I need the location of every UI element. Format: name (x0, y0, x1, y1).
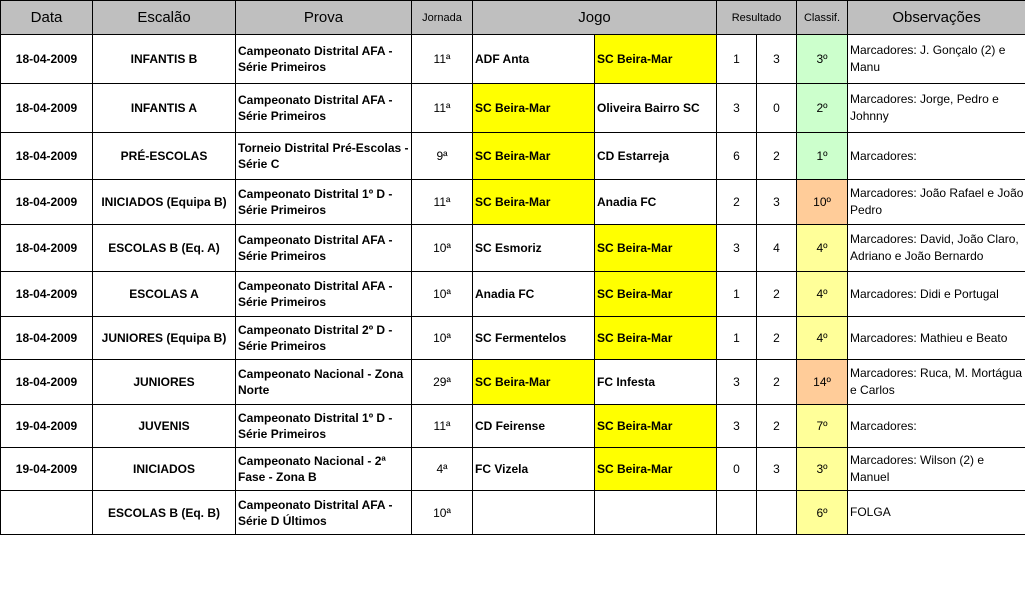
classif-cell: 4º (797, 317, 848, 360)
away-score-cell: 2 (757, 405, 797, 448)
home-score-cell: 2 (717, 180, 757, 225)
prova-cell: Campeonato Distrital AFA - Série Primeiros (236, 35, 412, 84)
observacoes-cell: Marcadores: (848, 405, 1025, 448)
classif-cell: 7º (797, 405, 848, 448)
table-row (1, 317, 1025, 360)
away-team-cell: SC Beira-Mar (595, 272, 717, 317)
observacoes-cell: FOLGA (848, 491, 1025, 535)
header-jogo: Jogo (473, 1, 717, 35)
home-team-cell: SC Esmoriz (473, 225, 595, 272)
away-score-cell: 0 (757, 84, 797, 133)
table-row (1, 84, 1025, 133)
away-score-cell: 3 (757, 35, 797, 84)
away-team-cell: SC Beira-Mar (595, 35, 717, 84)
table-row (1, 448, 1025, 491)
away-score-cell: 3 (757, 180, 797, 225)
prova-cell: Campeonato Distrital AFA - Série Primeiros (236, 272, 412, 317)
home-score-cell: 1 (717, 317, 757, 360)
classif-cell: 6º (797, 491, 848, 535)
date-cell: 18-04-2009 (1, 133, 93, 180)
escalao-cell: ESCOLAS B (Eq. B) (93, 491, 236, 535)
classif-cell: 1º (797, 133, 848, 180)
prova-cell: Campeonato Distrital AFA - Série D Últimos (236, 491, 412, 535)
date-cell (1, 491, 93, 535)
prova-cell: Campeonato Distrital AFA - Série Primeiros (236, 84, 412, 133)
observacoes-cell: Marcadores: Jorge, Pedro e Johnny (848, 84, 1025, 133)
home-team-cell: SC Beira-Mar (473, 84, 595, 133)
escalao-cell: ESCOLAS B (Eq. A) (93, 225, 236, 272)
classif-cell: 4º (797, 225, 848, 272)
home-team-cell: SC Beira-Mar (473, 360, 595, 405)
escalao-cell: JUVENIS (93, 405, 236, 448)
home-score-cell: 1 (717, 272, 757, 317)
home-team-cell: ADF Anta (473, 35, 595, 84)
jornada-cell: 10ª (412, 317, 473, 360)
table-row (1, 405, 1025, 448)
jornada-cell: 4ª (412, 448, 473, 491)
jornada-cell: 11ª (412, 180, 473, 225)
date-cell: 18-04-2009 (1, 180, 93, 225)
classif-cell: 3º (797, 35, 848, 84)
away-team-cell: FC Infesta (595, 360, 717, 405)
table-row (1, 180, 1025, 225)
header-jornada: Jornada (412, 1, 473, 35)
home-score-cell: 0 (717, 448, 757, 491)
escalao-cell: JUNIORES (Equipa B) (93, 317, 236, 360)
table-row (1, 133, 1025, 180)
jornada-cell: 11ª (412, 84, 473, 133)
home-score-cell (717, 491, 757, 535)
away-team-cell: SC Beira-Mar (595, 317, 717, 360)
home-team-cell: SC Beira-Mar (473, 180, 595, 225)
home-score-cell: 3 (717, 405, 757, 448)
prova-cell: Campeonato Distrital AFA - Série Primeiros (236, 225, 412, 272)
classif-cell: 14º (797, 360, 848, 405)
header-resultado: Resultado (717, 1, 797, 35)
home-team-cell: SC Fermentelos (473, 317, 595, 360)
escalao-cell: JUNIORES (93, 360, 236, 405)
away-team-cell: SC Beira-Mar (595, 448, 717, 491)
jornada-cell: 10ª (412, 272, 473, 317)
table-row (1, 272, 1025, 317)
home-score-cell: 3 (717, 84, 757, 133)
home-team-cell: FC Vizela (473, 448, 595, 491)
escalao-cell: PRÉ-ESCOLAS (93, 133, 236, 180)
jornada-cell: 29ª (412, 360, 473, 405)
date-cell: 19-04-2009 (1, 405, 93, 448)
away-score-cell (757, 491, 797, 535)
home-score-cell: 1 (717, 35, 757, 84)
home-score-cell: 3 (717, 360, 757, 405)
home-team-cell (473, 491, 595, 535)
date-cell: 18-04-2009 (1, 272, 93, 317)
date-cell: 18-04-2009 (1, 317, 93, 360)
classif-cell: 3º (797, 448, 848, 491)
classif-cell: 10º (797, 180, 848, 225)
away-team-cell: Oliveira Bairro SC (595, 84, 717, 133)
jornada-cell: 10ª (412, 491, 473, 535)
escalao-cell: INICIADOS (93, 448, 236, 491)
observacoes-cell: Marcadores: David, João Claro, Adriano e João Bernardo (848, 225, 1025, 272)
table-row (1, 360, 1025, 405)
classif-cell: 4º (797, 272, 848, 317)
prova-cell: Torneio Distrital Pré-Escolas - Série C (236, 133, 412, 180)
prova-cell: Campeonato Distrital 1º D - Série Primeiros (236, 180, 412, 225)
away-score-cell: 3 (757, 448, 797, 491)
prova-cell: Campeonato Nacional - 2ª Fase - Zona B (236, 448, 412, 491)
table-row (1, 225, 1025, 272)
header-data: Data (1, 1, 93, 35)
away-score-cell: 2 (757, 317, 797, 360)
home-score-cell: 6 (717, 133, 757, 180)
observacoes-cell: Marcadores: (848, 133, 1025, 180)
away-team-cell: Anadia FC (595, 180, 717, 225)
table-row (1, 491, 1025, 535)
away-score-cell: 2 (757, 133, 797, 180)
away-team-cell: SC Beira-Mar (595, 405, 717, 448)
away-score-cell: 2 (757, 272, 797, 317)
escalao-cell: INFANTIS B (93, 35, 236, 84)
observacoes-cell: Marcadores: João Rafael e João Pedro (848, 180, 1025, 225)
away-team-cell: SC Beira-Mar (595, 225, 717, 272)
prova-cell: Campeonato Distrital 1º D - Série Primeiros (236, 405, 412, 448)
observacoes-cell: Marcadores: Didi e Portugal (848, 272, 1025, 317)
observacoes-cell: Marcadores: Mathieu e Beato (848, 317, 1025, 360)
escalao-cell: INICIADOS (Equipa B) (93, 180, 236, 225)
away-score-cell: 2 (757, 360, 797, 405)
observacoes-cell: Marcadores: J. Gonçalo (2) e Manu (848, 35, 1025, 84)
header-prova: Prova (236, 1, 412, 35)
escalao-cell: ESCOLAS A (93, 272, 236, 317)
date-cell: 18-04-2009 (1, 35, 93, 84)
home-score-cell: 3 (717, 225, 757, 272)
away-team-cell: CD Estarreja (595, 133, 717, 180)
escalao-cell: INFANTIS A (93, 84, 236, 133)
jornada-cell: 9ª (412, 133, 473, 180)
date-cell: 18-04-2009 (1, 360, 93, 405)
observacoes-cell: Marcadores: Ruca, M. Mortágua e Carlos (848, 360, 1025, 405)
classif-cell: 2º (797, 84, 848, 133)
date-cell: 18-04-2009 (1, 84, 93, 133)
observacoes-cell: Marcadores: Wilson (2) e Manuel (848, 448, 1025, 491)
header-row (1, 1, 1025, 35)
prova-cell: Campeonato Nacional - Zona Norte (236, 360, 412, 405)
home-team-cell: SC Beira-Mar (473, 133, 595, 180)
results-body (1, 35, 1025, 535)
home-team-cell: Anadia FC (473, 272, 595, 317)
date-cell: 19-04-2009 (1, 448, 93, 491)
date-cell: 18-04-2009 (1, 225, 93, 272)
away-score-cell: 4 (757, 225, 797, 272)
jornada-cell: 11ª (412, 35, 473, 84)
header-observacoes: Observações (848, 1, 1025, 35)
home-team-cell: CD Feirense (473, 405, 595, 448)
jornada-cell: 10ª (412, 225, 473, 272)
prova-cell: Campeonato Distrital 2º D - Série Primeiros (236, 317, 412, 360)
away-team-cell (595, 491, 717, 535)
header-classif: Classif. (797, 1, 848, 35)
jornada-cell: 11ª (412, 405, 473, 448)
header-escalao: Escalão (93, 1, 236, 35)
table-row (1, 35, 1025, 84)
